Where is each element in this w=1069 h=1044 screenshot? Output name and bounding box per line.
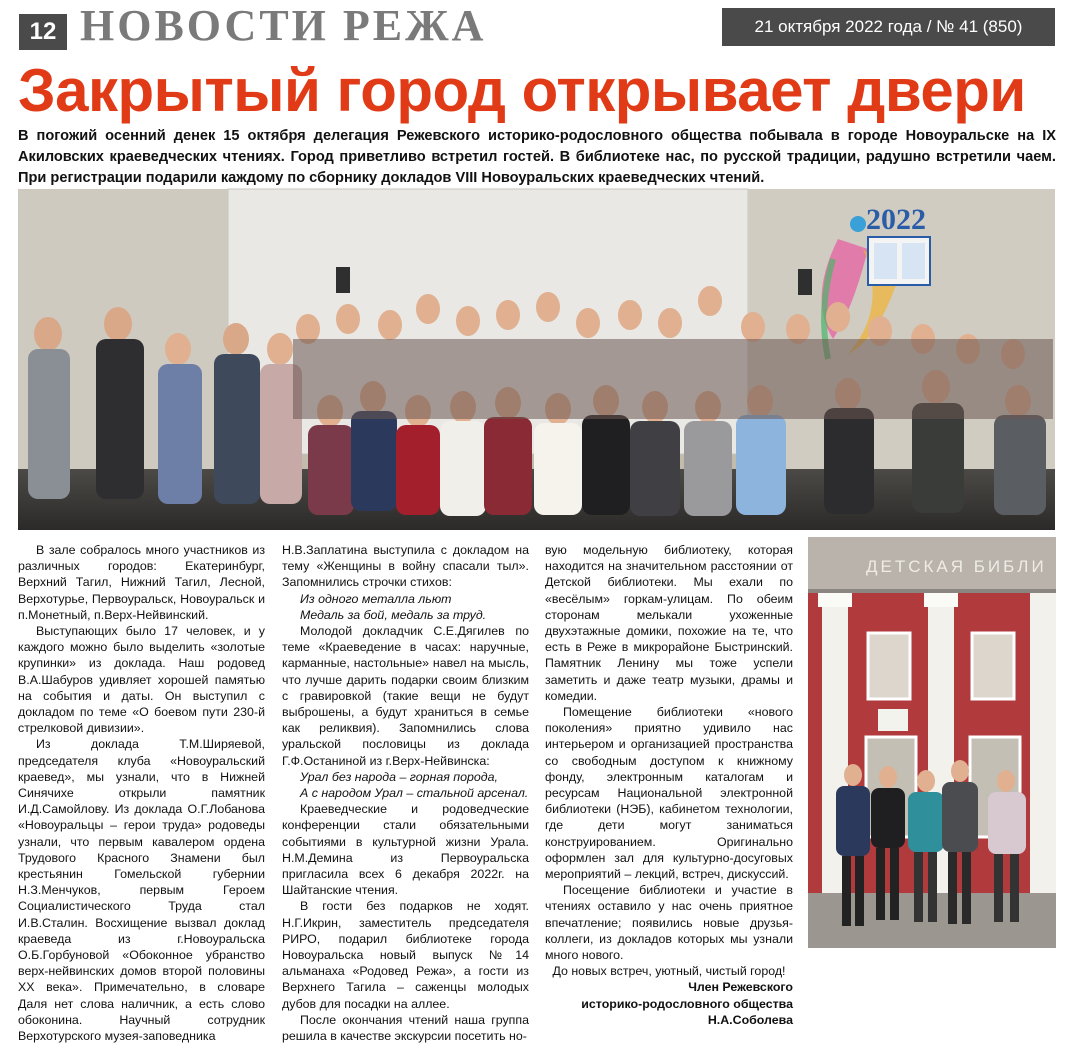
poem-line: Из одного металла льют bbox=[300, 591, 452, 606]
article-column-3 bbox=[545, 542, 793, 1027]
article-column-1 bbox=[18, 542, 265, 1044]
signature-line: Член Режевского bbox=[688, 980, 793, 995]
group-photo bbox=[18, 189, 1055, 530]
library-photo-illustration bbox=[808, 537, 1056, 948]
poem-line: Медаль за бой, медаль за труд. bbox=[300, 607, 487, 622]
proverb-line: А с народом Урал – стальной арсенал. bbox=[300, 786, 529, 801]
article-headline: Закрытый город открывает двери bbox=[18, 57, 1026, 124]
paragraph: После окончания чтений наша группа решила в качестве экскурсии посетить но- bbox=[282, 1012, 529, 1044]
proverb-line: Урал без народа – горная порода, bbox=[300, 769, 498, 784]
article-column-2 bbox=[282, 542, 529, 1044]
paragraph: Посещение библиотеки и участие в чтениях оставило у нас очень приятное впечатление; появились новые друзья-коллеги, из докладов которых мы узнали много нового. bbox=[545, 883, 793, 963]
paragraph: Помещение библиотеки «нового поколения» приятно удивило нас интерьером и организацией пространства со свободным доступом к книжному фонду, электронным каталогам и ресурсам Национальной электронной библиотеки (НЭБ), кабинетом технологии, где дети могут заниматься конструированием. Оригинально оформлен зал для культурно-досуговых мероприятий – лекций, встреч, дискуссий. bbox=[545, 705, 793, 882]
article-lead: В погожий осенний денек 15 октября делегация Режевского историко-родословного общества побывала в городе Новоуральске на IX Акиловских краеведческих чтениях. Город приветливо встретил гостей. В библиотеке нас, по русской традиции, радушно встретили чаем. При регистрации подарили каждому по сборнику докладов VIII Новоуральских краеведческих чтений. bbox=[18, 128, 1056, 186]
paragraph: В зале собралось много участников из различных городов: Екатеринбург, Верхний Тагил, Нижний Тагил, Лесной, Верхотурье, Первоуральск, Новоуральск и п.Монетный, п.Верх-Нейвинский. bbox=[18, 543, 265, 622]
paragraph: В гости без подарков не ходят. Н.Г.Икрин, заместитель председателя РИРО, подарил библиотеке города Новоуральска новый выпуск №14 альманаха «Родовед Режа», а гости из Верхнего Тагила – саженцы молодых дубов для посадки на аллее. bbox=[282, 899, 529, 1011]
svg-text:ДЕТСКАЯ БИБЛИ: ДЕТСКАЯ БИБЛИ bbox=[866, 557, 1047, 576]
paragraph: Из доклада Т.М.Ширяевой, председателя клуба «Новоуральский краевед», мы узнали, что в Нижней Синячихе открыли памятник И.Д.Самойлову. Из доклада О.Г.Лобанова «Новоуральцы – герои труда» родоведы узнали, что первым кавалером ордена Трудового Красного Знамени был крестьянин Гомельской губернии Н.З.Менчуков, первым Героем Социалистического Труда стал И.В.Сталин. Восхищение вызвал доклад краеведа из г.Новоуральска О.Б.Горбуновой «Обоконное убранство верх-нейвинских домов второй половины XX века». Примечательно, в словаре Даля нет слова наличник, а есть слово обоконина. Научный сотрудник Верхотурского музея-заповедника bbox=[18, 737, 265, 1044]
issue-date: 21 октября 2022 года / № 41 (850) bbox=[722, 8, 1055, 46]
paragraph: вую модельную библиотеку, которая находится на значительном расстоянии от Детской библиотеки. Мы ехали по «весёлым» горкам-улицам. По обеим сторонам мелькали ухоженные двухэтажные домики, похожие на те, что есть в Реже в микрорайоне Быстринский. Памятник Ленину мы тоже успели заметить и даже театр музыки, драмы и комедии. bbox=[545, 543, 793, 703]
page-number: 12 bbox=[19, 14, 67, 50]
newspaper-title: НОВОСТИ РЕЖА bbox=[80, 1, 487, 50]
paragraph: Н.В.Заплатина выступила с докладом на тему «Женщины в войну спасали тыл». Запомнились строчки стихов: bbox=[282, 543, 529, 590]
paragraph: Выступающих было 17 человек, и у каждого можно было выделить «золотые крупинки» из доклада. Наш родовед В.А.Шабуров удивляет хорошей памятью на события и даты. Он выступил с докладом по теме «О боевом пути 230-й стрелковой дивизии». bbox=[18, 624, 265, 736]
signature-line: историко-родословного общества bbox=[581, 996, 793, 1011]
paragraph: До новых встреч, уютный, чистый город! bbox=[552, 964, 786, 979]
signature-author: Н.А.Соболева bbox=[707, 1012, 793, 1027]
svg-text:2022: 2022 bbox=[866, 203, 926, 236]
library-photo bbox=[808, 537, 1056, 948]
group-photo-illustration bbox=[18, 189, 1055, 530]
paragraph: Краеведческие и родоведческие конференции стали обязательными событиями в культурной жизни Урала. Н.М.Демина из Первоуральска пригласила всех 6 декабря 2022г. на Шайтанские чтения. bbox=[282, 802, 529, 898]
paragraph: Молодой докладчик С.Е.Дягилев по теме «Краеведение в часах: наручные, карманные, настольные» навел на мысль, что лучше дарить подарки своим близким с гравировкой (такие вещи не будут выброшены, а будут храниться в семье как реликвия). Запомнились слова уральской пословицы из доклада Г.Ф.Останиной из г.Верх-Нейвинска: bbox=[282, 624, 529, 768]
